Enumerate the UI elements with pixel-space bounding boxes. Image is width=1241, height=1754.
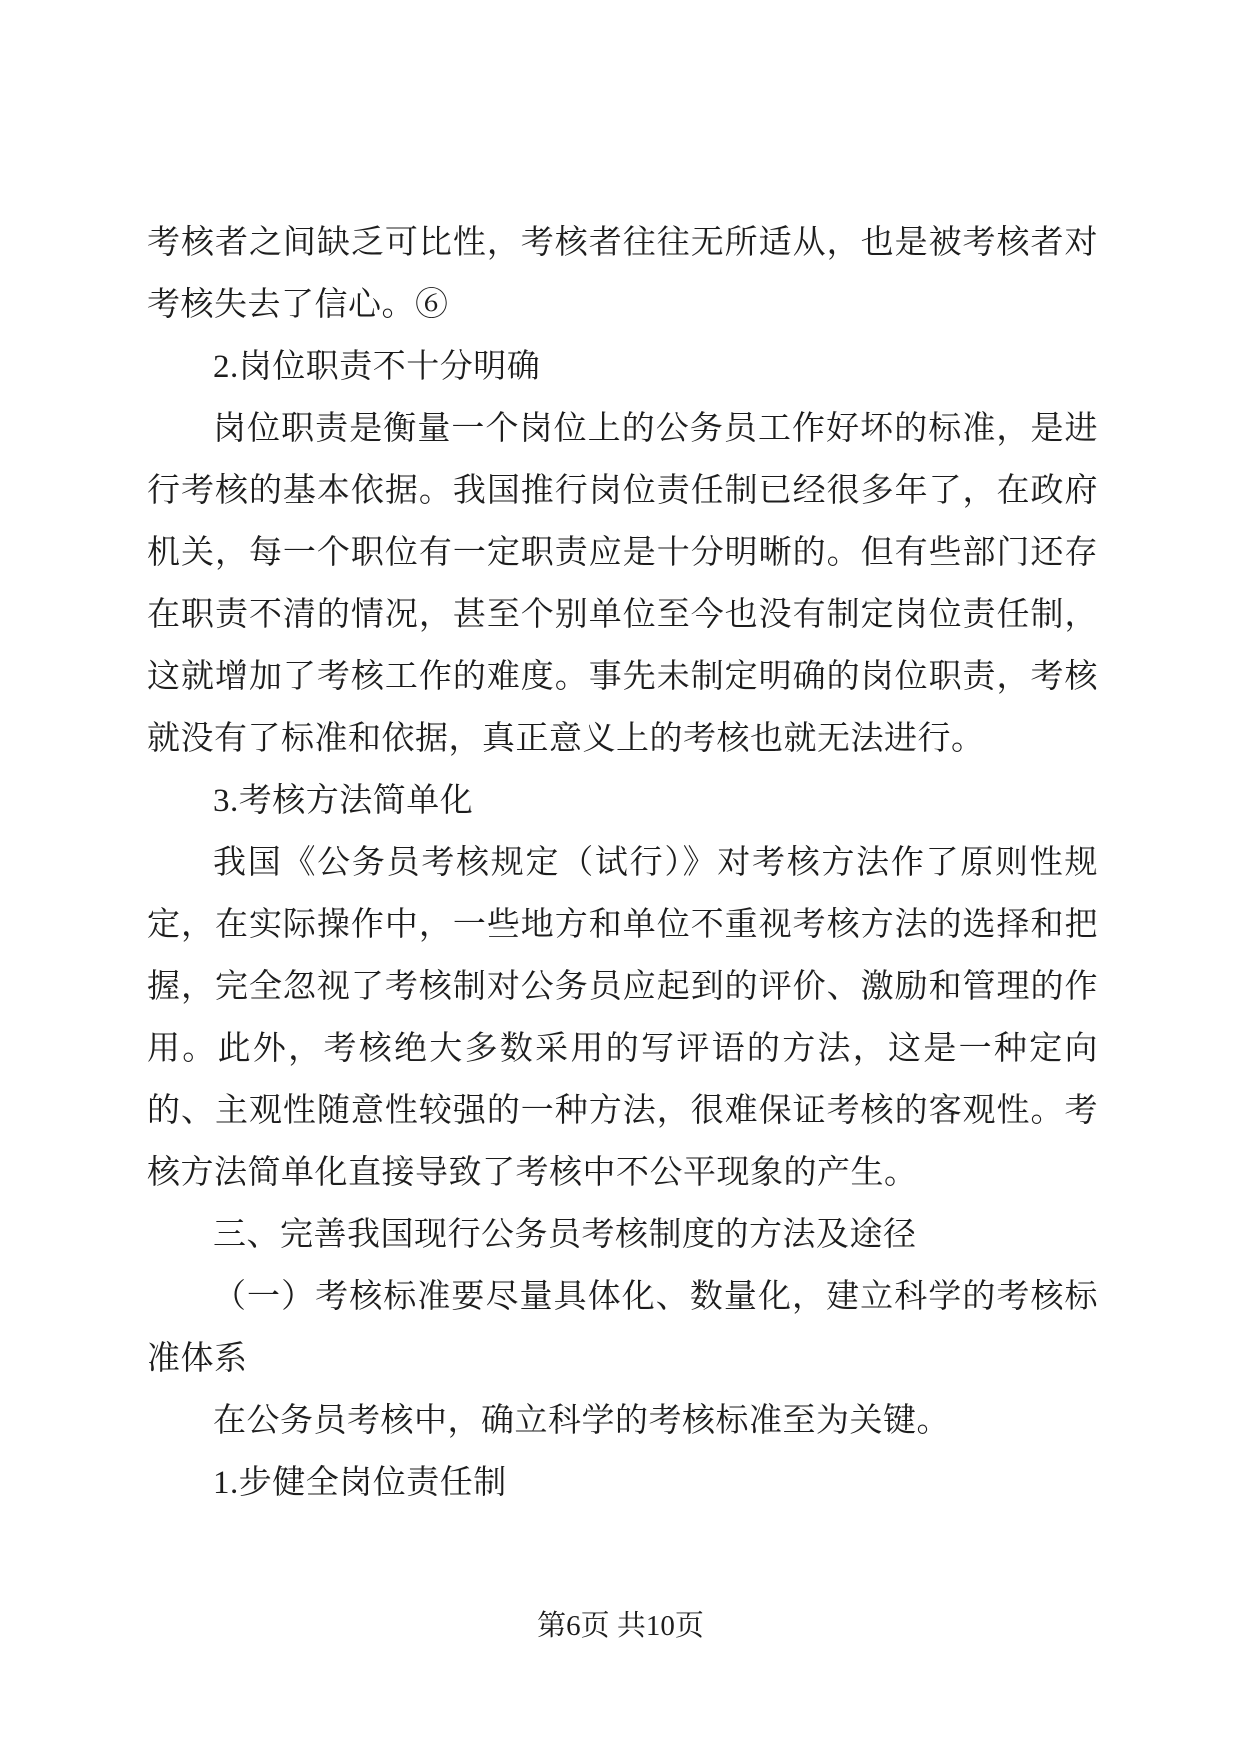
- heading-section-3: 三、完善我国现行公务员考核制度的方法及途径: [213, 1217, 917, 1253]
- heading-item-3: 3.考核方法简单化: [213, 783, 474, 819]
- page-number: 第6页 共10页: [537, 1610, 704, 1642]
- paragraph: 岗位职责是衡量一个岗位上的公务员工作好坏的标准，是进行考核的基本依据。我国推行岗位责任制已经很多年了，在政府机关，每一个职位有一定职责应是十分明晰的。但有些部门还存在职责不清的情况，甚至个别单位至今也没有制定岗位责任制，这就增加了考核工作的难度。事先未制定明确的岗位职责，考核就没有了标准和依据，真正意义上的考核也就无法进行。: [147, 411, 1098, 757]
- heading-item-2: 2.岗位职责不十分明确: [213, 349, 541, 385]
- paragraph: 在公务员考核中，确立科学的考核标准至为关键。: [213, 1403, 950, 1439]
- paragraph: 考核者之间缺乏可比性，考核者往往无所适从，也是被考核者对考核失去了信心。⑥: [147, 225, 1098, 323]
- paragraph: 我国《公务员考核规定（试行）》对考核方法作了原则性规定，在实际操作中，一些地方和单位不重视考核方法的选择和把握，完全忽视了考核制对公务员应起到的评价、激励和管理的作用。此外，考核绝大多数采用的写评语的方法，这是一种定向的、主观性随意性较强的一种方法，很难保证考核的客观性。考核方法简单化直接导致了考核中不公平现象的产生。: [147, 845, 1098, 1191]
- heading-item-1: 1.步健全岗位责任制: [213, 1465, 507, 1501]
- document-body: [147, 212, 1098, 1514]
- paragraph: （一）考核标准要尽量具体化、数量化，建立科学的考核标准体系: [147, 1279, 1098, 1377]
